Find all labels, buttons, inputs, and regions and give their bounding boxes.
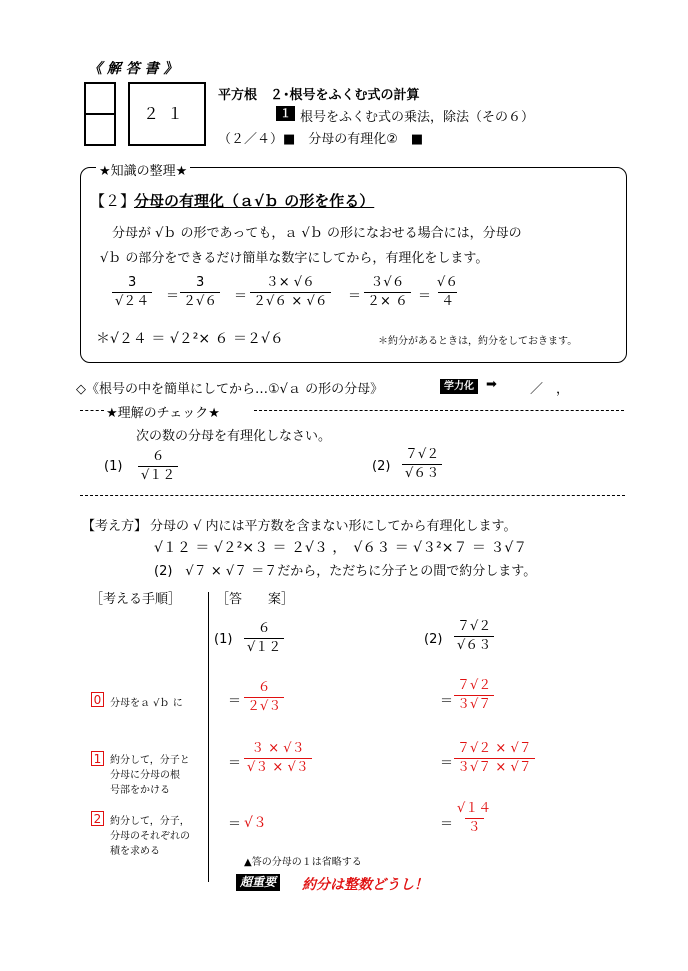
fraction-4: ３√６ ２× ６	[364, 274, 411, 311]
knowledge-paragraph-1: 分母が √ｂ の形であっても，ａ √ｂ の形になおせる場合には，分母の	[112, 226, 522, 241]
section-badge: １	[276, 106, 295, 121]
step-2-text-line2: 分母のそれぞれの	[110, 831, 190, 842]
fraction-5: √６ ４	[437, 275, 459, 309]
unit-title: 平方根 ２･根号をふくむ式の計算	[218, 88, 420, 103]
document-label: 《 解 答 書 》	[88, 61, 178, 77]
section-title: 根号をふくむ式の乗法，除法（その６）	[300, 110, 535, 125]
answer-2-label: (2)	[424, 632, 443, 647]
answer-2-problem: ７√２ √６３	[454, 618, 494, 655]
answer-1-problem: ６ √１２	[244, 620, 284, 657]
steps-header: ［考える手順］	[90, 592, 182, 607]
arrow-icon: ➡	[486, 377, 497, 392]
answers-header: ［答 案］	[216, 592, 295, 607]
section-heading: ◇《根号の中を簡単にしてから…①√ａ の形の分母》	[76, 382, 384, 397]
fraction-2: 3 ２√６	[180, 274, 220, 311]
step-0-text: 分母をａ √ｂ に	[110, 698, 183, 709]
progress-slots: ／ ，	[530, 382, 570, 397]
step-2-text-line1: 約分して，分子，	[110, 816, 190, 827]
step-2-marker: 2	[91, 811, 104, 826]
column-divider	[208, 592, 209, 882]
step-1-text-line3: 号部をかける	[110, 785, 170, 796]
step-0-answer-1: ６ ２√３	[244, 679, 284, 716]
fraction-3: ３× √６ ２√６ × √６	[250, 274, 331, 311]
step-2-answer-1: √３	[244, 815, 267, 831]
lesson-number: ２１	[128, 82, 206, 146]
q1-label: (1)	[104, 459, 123, 474]
check-instruction: 次の数の分母を有理化しなさい。	[136, 429, 332, 444]
important-badge: 超重要	[236, 874, 280, 891]
step-2-answer-2: √１４ ３	[457, 801, 492, 835]
step-1-answer-1: ３ × √３ √３ × √３	[244, 740, 312, 777]
important-tip: 約分は整数どうし！	[302, 877, 428, 893]
grade-box-divider	[86, 113, 114, 115]
question-2: ７√２ √６３	[402, 446, 442, 483]
knowledge-number: 【２】	[90, 192, 136, 210]
knowledge-heading: 分母の有理化（ａ√ｂ の形を作る）	[134, 192, 375, 210]
question-1: ６ √１２	[138, 448, 178, 485]
step-1-answer-2: ７√２ × √７ ３√７ × √７	[454, 740, 535, 777]
answer-1-label: (1)	[214, 632, 233, 647]
omission-note: ▲答の分母の１は省略する	[244, 857, 362, 868]
q2-label: (2)	[372, 459, 391, 474]
reduction-note: ＊約分があるときは，約分をしておきます。	[378, 336, 578, 347]
step-0-answer-2: ７√２ ３√７	[454, 677, 494, 714]
approach-label: 【考え方】	[82, 519, 148, 534]
step-1-text-line1: 約分して，分子と	[110, 755, 190, 766]
simplify-example: ＊√２４ ＝ √２²× ６ ＝２√６	[96, 331, 284, 347]
approach-text: 分母の √ 内には平方数を含まない形にしてから有理化します。	[150, 519, 517, 534]
step-0-marker: 0	[91, 692, 104, 707]
topic-title: （２／４）■ 分母の有理化② ■	[218, 132, 424, 147]
approach-equation-1: √１２ ＝ √２²×３ ＝ ２√３ ， √６３ ＝ √３²×７ ＝ ３√７	[154, 540, 528, 556]
fraction-1: 3 √２４	[112, 274, 152, 311]
step-1-text-line2: 分母に分母の根	[110, 770, 180, 781]
step-2-text-line3: 積を求める	[110, 846, 160, 857]
check-title: ★理解のチェック★	[106, 406, 220, 421]
step-1-marker: 1	[91, 751, 104, 766]
knowledge-title: ★知識の整理★	[96, 160, 190, 179]
approach-equation-2: (2) √７ × √７ ＝７だから，ただちに分子との間で約分します。	[154, 564, 537, 579]
skill-badge: 学力化	[440, 379, 478, 394]
knowledge-paragraph-2: √ｂ の部分をできるだけ簡単な数字にしてから，有理化をします。	[100, 251, 489, 266]
